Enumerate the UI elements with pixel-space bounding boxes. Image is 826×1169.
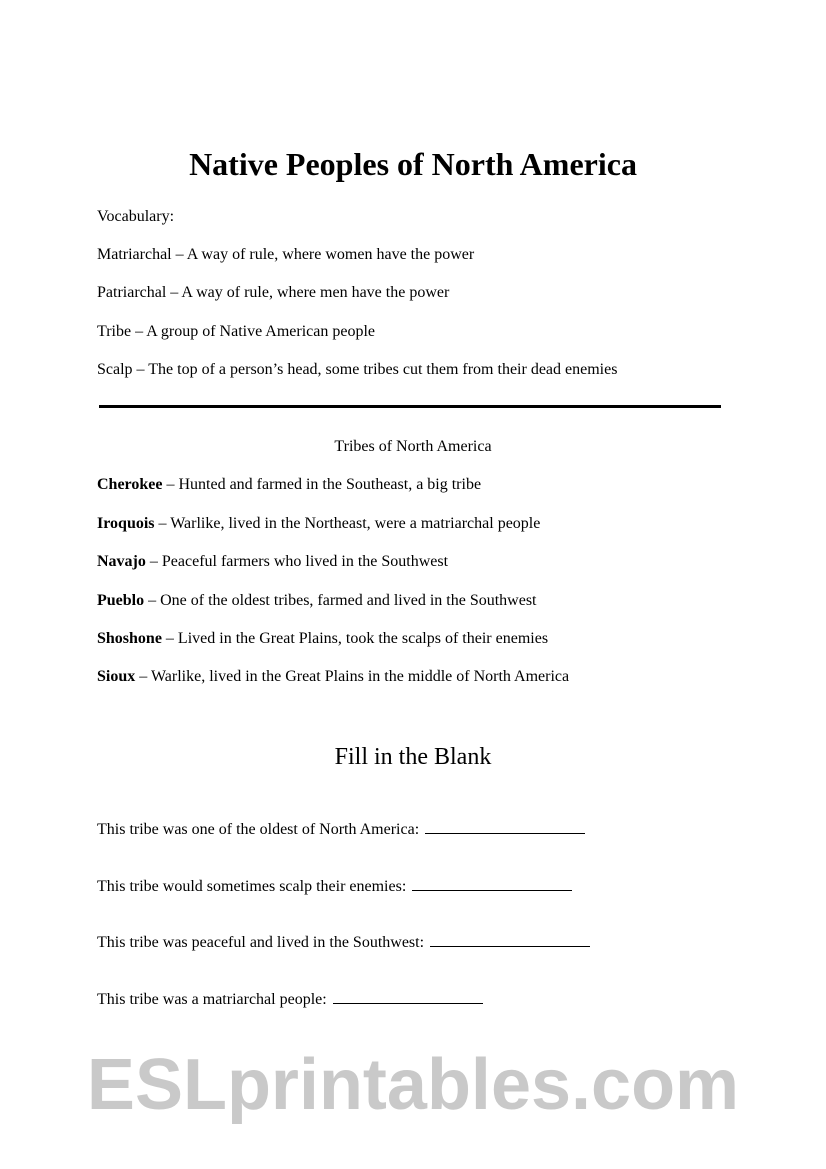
answer-blank[interactable]	[430, 934, 590, 947]
vocabulary-heading: Vocabulary:	[97, 208, 175, 225]
answer-blank[interactable]	[412, 878, 572, 891]
tribe-description: – Lived in the Great Plains, took the scalps of their enemies	[161, 630, 549, 647]
question-item	[97, 877, 572, 897]
fill-in-heading: Fill in the Blank	[334, 744, 492, 770]
vocab-item	[97, 283, 449, 303]
tribe-description: – Warlike, lived in the Northeast, were a matriarchal people	[154, 515, 541, 532]
watermark: ESLprintables.com	[86, 1045, 740, 1125]
vocab-term: Matriarchal	[97, 246, 172, 263]
question-text: This tribe was one of the oldest of North America:	[97, 821, 420, 838]
vocab-term: Scalp	[97, 361, 133, 378]
tribe-item	[97, 514, 540, 534]
tribes-heading: Tribes of North America	[334, 438, 492, 455]
question-text: This tribe would sometimes scalp their enemies:	[97, 878, 407, 895]
section-divider	[99, 405, 721, 408]
tribe-item	[97, 629, 548, 649]
vocab-term: Tribe	[97, 323, 132, 340]
vocab-item	[97, 322, 375, 342]
vocab-item	[97, 245, 474, 265]
question-text: This tribe was peaceful and lived in the Southwest:	[97, 934, 425, 951]
tribe-description: – Peaceful farmers who lived in the Southwest	[145, 553, 449, 570]
page-title: Native Peoples of North America	[189, 146, 637, 182]
tribe-name: Pueblo	[97, 592, 145, 609]
tribe-name: Cherokee	[97, 476, 163, 493]
tribe-name: Navajo	[97, 553, 146, 570]
question-item	[97, 820, 585, 840]
vocab-definition: – A group of Native American people	[131, 323, 376, 340]
vocab-definition: – A way of rule, where men have the power	[166, 284, 450, 301]
tribe-item	[97, 475, 481, 495]
vocab-item	[97, 360, 617, 380]
vocab-definition: – A way of rule, where women have the power	[171, 246, 475, 263]
answer-blank[interactable]	[333, 991, 483, 1004]
tribe-description: – One of the oldest tribes, farmed and lived in the Southwest	[144, 592, 537, 609]
tribe-name: Sioux	[97, 668, 136, 685]
tribe-description: – Hunted and farmed in the Southeast, a big tribe	[162, 476, 482, 493]
tribe-item	[97, 667, 569, 687]
tribe-name: Shoshone	[97, 630, 162, 647]
tribe-description: – Warlike, lived in the Great Plains in the middle of North America	[135, 668, 570, 685]
tribe-name: Iroquois	[97, 515, 155, 532]
question-item	[97, 933, 590, 953]
vocab-definition: – The top of a person’s head, some tribes cut them from their dead enemies	[132, 361, 618, 378]
answer-blank[interactable]	[425, 821, 585, 834]
question-text: This tribe was a matriarchal people:	[97, 991, 327, 1008]
vocab-term: Patriarchal	[97, 284, 167, 301]
tribe-item	[97, 591, 536, 611]
tribe-item	[97, 552, 448, 572]
question-item	[97, 990, 483, 1010]
